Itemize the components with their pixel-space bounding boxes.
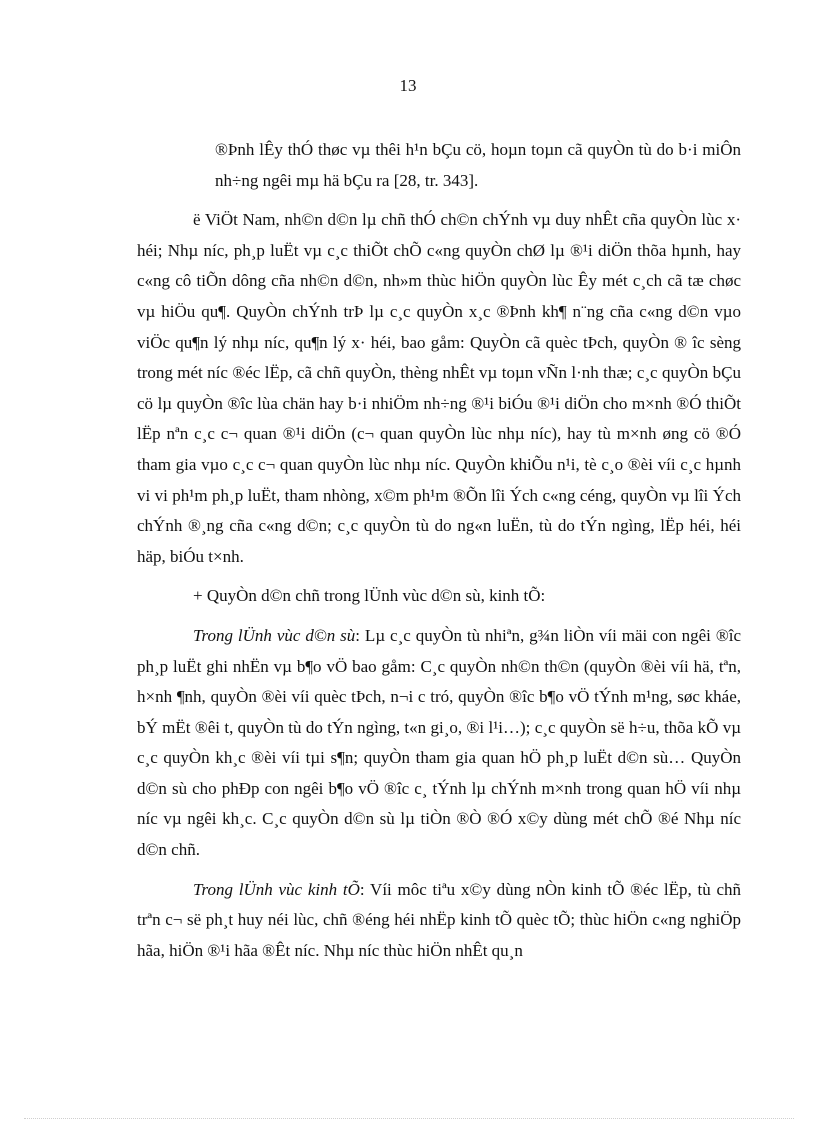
footer-divider — [24, 1118, 794, 1119]
civil-lead-phrase: Trong lÜnh vùc d©n sù — [193, 625, 356, 645]
document-body — [137, 135, 741, 975]
economic-text: : Víi môc tiªu x©y dùng nÒn kinh tÕ ®éc lËp, tù chñ trªn c¬ së ph¸t huy néi lùc, chñ ®éng héi nhËp kinh tÕ quèc tÕ; thùc hiÖn c«ng nghiÖp hãa, hiÖn ®¹i hãa ®Êt níc. Nhµ níc thùc hiÖn nhÊt qu¸n — [137, 879, 741, 960]
paragraph-political-rights: ë ViÖt Nam, nh©n d©n lµ chñ thÓ ch©n chÝnh vµ duy nhÊt cña quyÒn lùc x· héi; Nhµ níc, ph¸p luËt vµ c¸c thiÕt chÕ c«ng quyÒn chØ lµ ®¹i diÖn thõa hµnh, hay c«ng cô tiÕn dông cña nh©n d©n, nh»m thùc hiÖn quyÒn lùc Êy mét c¸ch cã tæ chøc vµ hiÖu qu¶. QuyÒn chÝnh trÞ lµ c¸c quyÒn x¸c ®Þnh kh¶ n¨ng cña c«ng d©n vµo viÖc qu¶n lý nhµ níc, qu¶n lý x· héi, bao gåm: QuyÒn cã quèc tÞch, quyÒn ® îc sèng trong mét níc ®éc lËp, cã chñ quyÒn, thèng nhÊt vµ toµn vÑn l·nh thæ; c¸c quyÒn bÇu cö lµ quyÒn ®îc lùa chän hay b·i nhiÖm nh÷ng ®¹i biÓu ®¹i diÖn cho m×nh ®Ó thiÕt lËp nªn c¸c c¬ quan ®¹i diÖn (c¬ quan quyÒn lùc nhµ níc), hay tù m×nh øng cö ®Ó tham gia vµo c¸c c¬ quan quyÒn lùc nhµ níc. QuyÒn khiÕu n¹i, tè c¸o ®èi víi c¸c hµnh vi vi ph¹m ph¸p luËt, tham nhòng, x©m ph¹m ®Õn lîi Ých c«ng céng, quyÒn vµ lîi Ých chÝnh ®¸ng cña c«ng d©n; c¸c quyÒn tù do ng«n luËn, tù do tÝn ngìng, lËp héi, héi häp, biÓu t×nh. — [137, 210, 741, 566]
section-heading-civil-economic: + QuyÒn d©n chñ trong lÜnh vùc d©n sù, kinh tÕ: — [193, 586, 546, 606]
paragraph-civil-rights — [137, 621, 741, 866]
paragraph-economic-rights — [137, 875, 741, 967]
civil-text: : Lµ c¸c quyÒn tù nhiªn, g¾n liÒn víi mäi con ngêi ®îc ph¸p luËt ghi nhËn vµ b¶o vÖ bao gåm: C¸c quyÒn nh©n th©n (quyÒn ®èi víi hä, tªn, h×nh ¶nh, quyÒn ®èi víi quèc tÞch, n¬i c tró, quyÒn ®îc b¶o vÖ tÝnh m¹ng, søc kháe, bÝ mËt ®êi t, quyÒn tù do tÝn ngìng, t«n gi¸o, ®i l¹i…); c¸c quyÒn së h÷u, thõa kÕ vµ c¸c quyÒn kh¸c ®èi víi tµi s¶n; quyÒn tham gia quan hÖ ph¸p luËt d©n sù… QuyÒn d©n sù cho phÐp con ngêi b¶o vÖ ®îc c¸ tÝnh lµ chÝnh m×nh trong quan hÖ víi nhµ níc vµ ngêi kh¸c. C¸c quyÒn d©n sù lµ tiÒn ®Ò ®Ó x©y dùng mét chÕ ®é Nhµ níc d©n chñ. — [137, 625, 742, 860]
economic-lead-phrase: Trong lÜnh vùc kinh tÕ — [193, 879, 360, 899]
page-number: 13 — [399, 76, 417, 95]
quote-paragraph: ®Þnh lÊy thÓ thøc vµ thêi h¹n bÇu cö, hoµn toµn cã quyÒn tù do b·i miÔn nh÷ng ngêi mµ hä bÇu ra [28, tr. 343]. — [215, 140, 741, 190]
